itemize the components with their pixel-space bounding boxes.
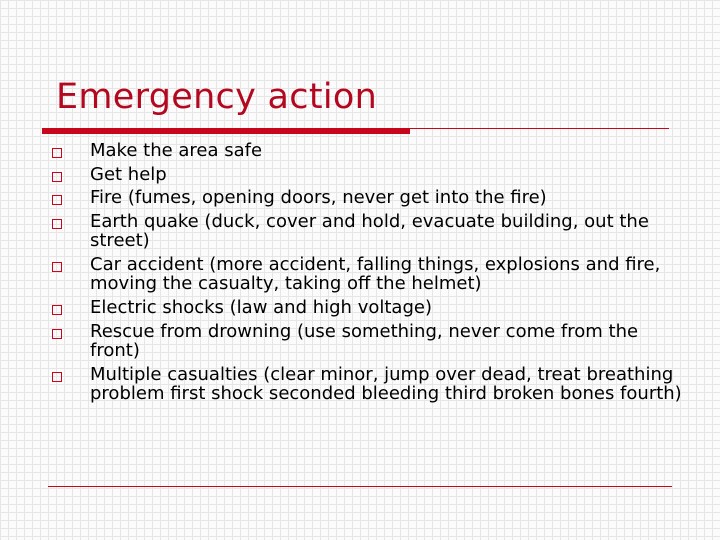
square-bullet-icon: [52, 305, 62, 315]
square-bullet-icon: [52, 262, 62, 272]
bullet-item: [52, 188, 692, 207]
title-underline-rule: [410, 128, 669, 129]
slide-title: Emergency action: [56, 77, 378, 117]
bullet-item: [52, 365, 692, 403]
square-bullet-icon: [52, 372, 62, 382]
bullet-item: [52, 322, 692, 360]
bullet-item: [52, 255, 692, 293]
bullet-text: Earth quake (duck, cover and hold, evacuate building, out the street): [90, 211, 649, 252]
footer-rule: [48, 486, 672, 487]
bullet-text: Fire (fumes, opening doors, never get into the fire): [90, 187, 547, 209]
bullet-text: Get help: [90, 163, 167, 185]
bullet-item: [52, 165, 692, 184]
bullet-text: Car accident (more accident, falling things, explosions and fire, moving the casualty, taking off the helmet): [90, 254, 661, 295]
square-bullet-icon: [52, 148, 62, 158]
square-bullet-icon: [52, 195, 62, 205]
bullet-item: [52, 212, 692, 250]
title-underline-bar: [42, 128, 410, 134]
bullet-list: [52, 141, 692, 407]
bullet-text: Rescue from drowning (use something, never come from the front): [90, 320, 639, 361]
square-bullet-icon: [52, 329, 62, 339]
square-bullet-icon: [52, 172, 62, 182]
square-bullet-icon: [52, 219, 62, 229]
bullet-item: [52, 141, 692, 160]
bullet-item: [52, 298, 692, 317]
bullet-text: Electric shocks (law and high voltage): [90, 296, 432, 318]
bullet-text: Make the area safe: [90, 140, 263, 161]
bullet-text: Multiple casualties (clear minor, jump over dead, treat breathing problem first shock seconded bleeding third broken bones fourth): [90, 363, 682, 404]
